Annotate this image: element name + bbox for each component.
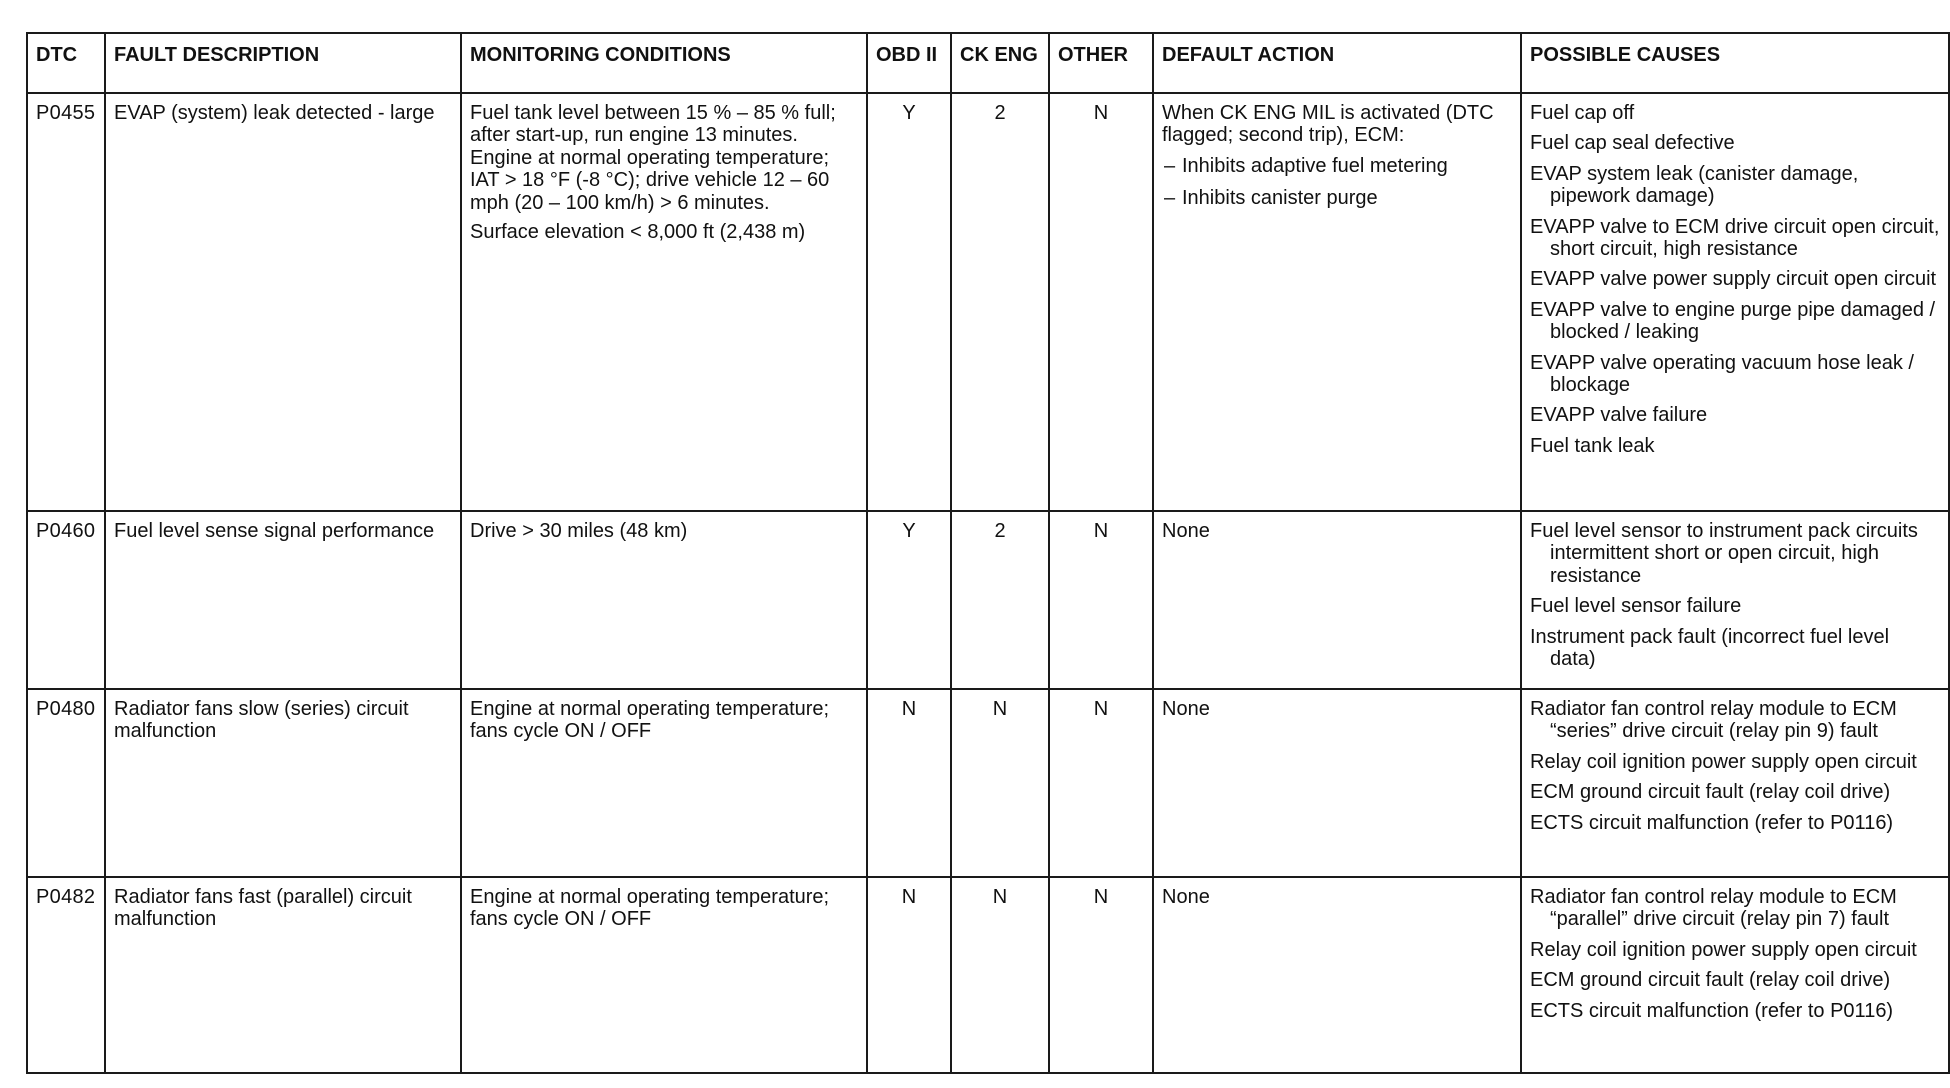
fault-description: EVAP (system) leak detected - large — [105, 93, 461, 511]
possible-cause: EVAPP valve failure — [1530, 404, 1708, 427]
default-action — [1153, 93, 1521, 511]
header-obd-ii: OBD II — [867, 33, 951, 93]
ck-eng-value: N — [951, 689, 1049, 877]
monitoring-text: Engine at normal operating temperature; fans cycle ON / OFF — [470, 698, 830, 743]
possible-cause: Fuel level sensor to instrument pack circuits intermittent short or open circuit, high resistance — [1530, 520, 1918, 587]
default-action-item — [1162, 155, 1512, 177]
dtc-table — [26, 32, 1950, 1074]
other-value: N — [1049, 689, 1153, 877]
dash-bullet-icon: – — [1164, 154, 1176, 177]
fault-description: Fuel level sense signal performance — [105, 511, 461, 689]
monitoring-text: Drive > 30 miles (48 km) — [470, 520, 688, 542]
default-action-item — [1162, 187, 1512, 209]
possible-cause: Relay coil ignition power supply open circuit — [1530, 938, 1917, 961]
monitoring-conditions — [461, 877, 867, 1073]
possible-cause: ECM ground circuit fault (relay coil drive) — [1530, 969, 1891, 992]
header-monitoring-conditions: MONITORING CONDITIONS — [461, 33, 867, 93]
monitoring-text: Engine at normal operating temperature; fans cycle ON / OFF — [470, 886, 830, 931]
possible-cause: EVAPP valve to ECM drive circuit open circuit, short circuit, high resistance — [1530, 215, 1940, 260]
possible-cause: ECTS circuit malfunction (refer to P0116) — [1530, 999, 1894, 1022]
obd-ii-value: Y — [867, 93, 951, 511]
possible-cause: Relay coil ignition power supply open circuit — [1530, 750, 1917, 773]
possible-cause: Instrument pack fault (incorrect fuel level data) — [1530, 625, 1890, 670]
table-row — [27, 689, 1949, 877]
ck-eng-value: N — [951, 877, 1049, 1073]
possible-cause: Fuel cap seal defective — [1530, 132, 1735, 155]
obd-ii-value: N — [867, 689, 951, 877]
possible-causes — [1521, 511, 1949, 689]
ck-eng-value: 2 — [951, 93, 1049, 511]
monitoring-text: Surface elevation < 8,000 ft (2,438 m) — [470, 220, 806, 243]
possible-cause: ECM ground circuit fault (relay coil drive) — [1530, 781, 1891, 804]
possible-cause: Fuel cap off — [1530, 102, 1635, 124]
monitoring-conditions — [461, 93, 867, 511]
possible-cause: EVAPP valve power supply circuit open circuit — [1530, 268, 1937, 291]
header-default-action: DEFAULT ACTION — [1153, 33, 1521, 93]
obd-ii-value: Y — [867, 511, 951, 689]
monitoring-conditions — [461, 511, 867, 689]
header-fault-description: FAULT DESCRIPTION — [105, 33, 461, 93]
monitoring-conditions — [461, 689, 867, 877]
table-row — [27, 877, 1949, 1073]
dtc-code: P0455 — [27, 93, 105, 511]
table-body — [27, 93, 1949, 1073]
fault-description: Radiator fans fast (parallel) circuit malfunction — [105, 877, 461, 1073]
other-value: N — [1049, 511, 1153, 689]
possible-cause: Radiator fan control relay module to ECM “series” drive circuit (relay pin 9) fault — [1530, 698, 1897, 743]
header-possible-causes: POSSIBLE CAUSES — [1521, 33, 1949, 93]
default-action — [1153, 511, 1521, 689]
table-row — [27, 511, 1949, 689]
monitoring-text: Fuel tank level between 15 % – 85 % full; after start-up, run engine 13 minutes. Engine at normal operating temperature; IAT > 18 °F (-8 °C); drive vehicle 12 – 60 mph (20 – 100 km/h) > 6 minutes. — [470, 102, 836, 214]
dtc-code: P0460 — [27, 511, 105, 689]
possible-causes — [1521, 877, 1949, 1073]
default-action — [1153, 689, 1521, 877]
ck-eng-value: 2 — [951, 511, 1049, 689]
default-action-intro: When CK ENG MIL is activated (DTC flagged; second trip), ECM: — [1162, 102, 1494, 147]
dtc-code: P0482 — [27, 877, 105, 1073]
default-action-intro: None — [1162, 520, 1210, 542]
possible-cause: EVAP system leak (canister damage, pipework damage) — [1530, 162, 1859, 208]
default-action-item-text: Inhibits adaptive fuel metering — [1182, 154, 1448, 177]
table-header — [27, 33, 1949, 93]
default-action — [1153, 877, 1521, 1073]
default-action-intro: None — [1162, 886, 1210, 908]
default-action-list — [1162, 155, 1512, 210]
header-ck-eng: CK ENG — [951, 33, 1049, 93]
header-other: OTHER — [1049, 33, 1153, 93]
possible-cause: EVAPP valve operating vacuum hose leak / blockage — [1530, 351, 1914, 396]
possible-cause: ECTS circuit malfunction (refer to P0116) — [1530, 811, 1894, 834]
other-value: N — [1049, 877, 1153, 1073]
dash-bullet-icon: – — [1164, 187, 1176, 210]
table-row — [27, 93, 1949, 511]
possible-cause: Fuel tank leak — [1530, 434, 1655, 457]
other-value: N — [1049, 93, 1153, 511]
possible-causes — [1521, 93, 1949, 511]
possible-cause: Radiator fan control relay module to ECM “parallel” drive circuit (relay pin 7) fault — [1530, 886, 1897, 931]
possible-cause: Fuel level sensor failure — [1530, 595, 1742, 618]
fault-description: Radiator fans slow (series) circuit malfunction — [105, 689, 461, 877]
default-action-intro: None — [1162, 698, 1210, 720]
possible-cause: EVAPP valve to engine purge pipe damaged / blocked / leaking — [1530, 298, 1936, 344]
header-dtc: DTC — [27, 33, 105, 93]
dtc-code: P0480 — [27, 689, 105, 877]
header-row — [27, 33, 1949, 93]
default-action-item-text: Inhibits canister purge — [1182, 187, 1378, 210]
obd-ii-value: N — [867, 877, 951, 1073]
possible-causes — [1521, 689, 1949, 877]
